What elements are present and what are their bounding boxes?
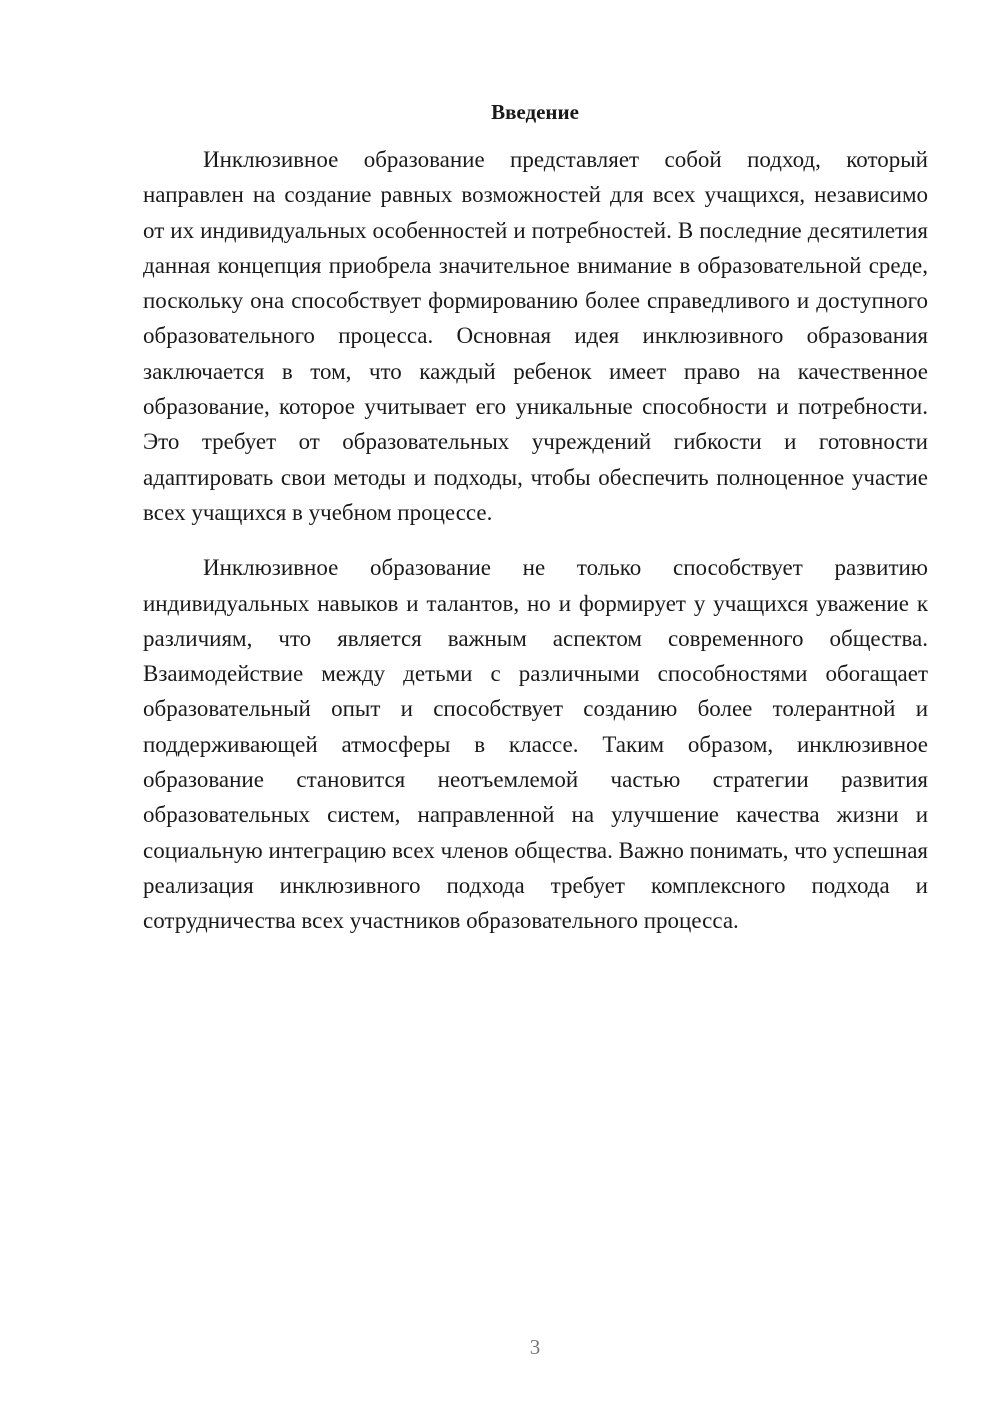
paragraph-2: Инклюзивное образование не только способствует развитию индивидуальных навыков и талантов, но и формирует у учащихся уважение к различиям, что является важным аспектом современного общества. Взаимодействие между детьми с различными способностями обогащает образовательный опыт и способствует созданию более толерантной и поддерживающей атмосферы в классе. Таким образом, инклюзивное образование становится неотъемлемой частью стратегии развития образовательных систем, направленной на улучшение качества жизни и социальную интеграцию всех членов общества. Важно понимать, что успешная реализация инклюзивного подхода требует комплексного подхода и сотрудничества всех участников образовательного процесса. <box>143 555 928 934</box>
page-number: 3 <box>529 1335 541 1359</box>
section-heading: Введение <box>491 100 579 124</box>
paragraph-1: Инклюзивное образование представляет собой подход, который направлен на создание равных возможностей для всех учащихся, независимо от их индивидуальных особенностей и потребностей. В последние десятилетия данная концепция приобрела значительное внимание в образовательной среде, поскольку она способствует формированию более справедливого и доступного образовательного процесса. Основная идея инклюзивного образования заключается в том, что каждый ребенок имеет право на качественное образование, которое учитывает его уникальные способности и потребности. Это требует от образовательных учреждений гибкости и готовности адаптировать свои методы и подходы, чтобы обеспечить полноценное участие всех учащихся в учебном процессе. <box>143 147 928 525</box>
body-text <box>143 142 928 939</box>
